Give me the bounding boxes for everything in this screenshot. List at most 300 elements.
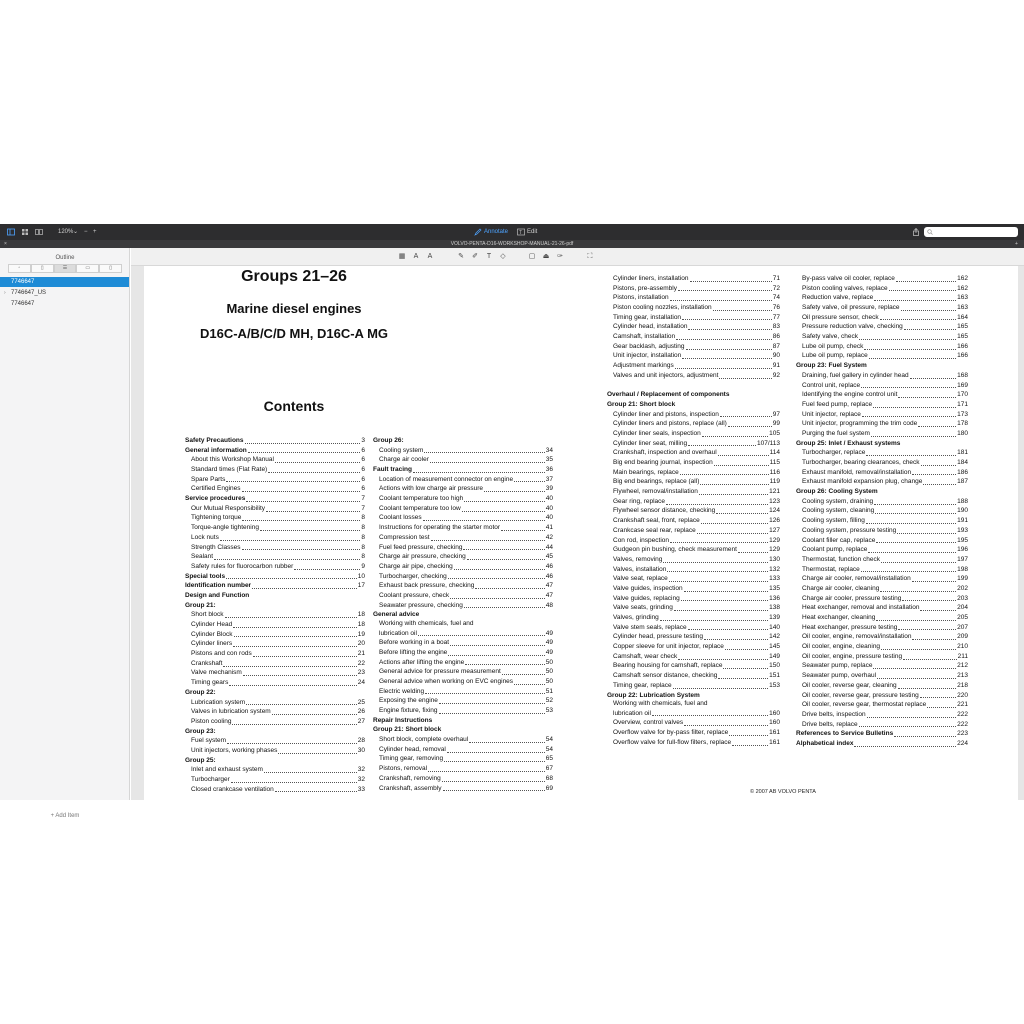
toc-leader-dots [225,617,357,618]
toc-entry[interactable] [796,284,968,294]
toc-entry[interactable] [185,514,365,524]
toc-entry[interactable] [607,671,780,681]
toc-entry-title: Valves, removing [613,555,663,563]
toc-entry[interactable] [607,303,780,313]
toc-entry[interactable] [796,477,968,487]
toc-entry[interactable] [796,594,968,604]
toc-entry[interactable] [796,448,968,458]
crop-icon[interactable]: ⛶ [587,253,593,260]
toc-entry[interactable] [796,623,968,633]
toc-entry[interactable] [796,410,968,420]
toc-entry[interactable] [796,691,968,701]
toc-entry[interactable] [373,735,553,745]
toc-entry[interactable] [607,555,780,565]
toc-page-number: 213 [957,672,968,680]
toc-entry[interactable] [796,574,968,584]
zoom-out-button[interactable]: − [84,229,88,235]
toc-entry[interactable] [796,729,968,739]
toc-entry[interactable] [607,468,780,478]
toc-entry[interactable] [607,371,780,381]
highlighter-icon[interactable]: ✐ [472,253,478,260]
outline-item-label: 7746647_US [11,290,47,296]
toc-entry[interactable] [373,725,553,735]
zoom-in-button[interactable]: + [93,229,97,235]
signature-icon[interactable]: ✑ [557,253,563,260]
toc-entry[interactable] [607,458,780,468]
toc-entry[interactable] [796,710,968,720]
toc-entry[interactable] [796,739,968,749]
outline-mode-icon[interactable]: ☰ [54,264,77,273]
toc-entry[interactable] [185,669,365,679]
toc-leader-dots [901,310,957,311]
zoom-dropdown-chevron-icon[interactable]: ⌄ [73,229,79,235]
toc-entry[interactable] [796,613,968,623]
toc-entry[interactable] [796,565,968,575]
toc-entry-title: Cooling system [379,446,424,454]
toc-entry-title: Piston cooling [191,717,232,725]
toc-entry-title: Lube oil pump, check [802,342,864,350]
toc-entry[interactable] [607,477,780,487]
toc-entry[interactable] [607,313,780,323]
toc-entry[interactable] [607,632,780,642]
toc-entry[interactable] [796,555,968,565]
toc-page-number: 164 [957,313,968,321]
toc-entry[interactable] [373,610,553,620]
toc-entry-title: Pistons, removal [379,765,428,773]
toc-leader-dots [920,697,956,698]
toc-entry[interactable] [373,475,553,485]
toc-entry[interactable] [185,543,365,553]
toc-leader-dots [425,693,545,694]
toc-leader-dots [450,645,545,646]
toc-page-number: 35 [545,456,553,464]
toc-page-number: 124 [769,507,780,515]
toc-entry[interactable] [373,667,553,677]
toc-entry[interactable] [373,572,553,582]
text-style-icon[interactable]: A [413,253,419,260]
toc-entry[interactable] [373,687,553,697]
toc-entry[interactable] [796,516,968,526]
toc-page-number: 162 [957,274,968,282]
toc-leader-dots [226,578,357,579]
zoom-level[interactable]: 120% [58,229,74,235]
edit-text-icon[interactable] [517,228,525,236]
toc-entry[interactable] [607,361,780,371]
toc-entry[interactable] [796,322,968,332]
toc-entry[interactable] [185,727,365,737]
toc-entry[interactable] [373,764,553,774]
pen-icon[interactable]: ✎ [458,253,464,260]
toc-entry[interactable] [607,322,780,332]
toc-entry[interactable] [796,390,968,400]
toc-entry[interactable] [373,620,553,629]
toc-entry[interactable] [607,526,780,536]
toc-entry[interactable] [607,603,780,613]
toc-entry[interactable] [185,601,365,611]
toc-entry-title: Exhaust back pressure, checking [379,582,475,590]
toc-entry[interactable] [607,332,780,342]
toc-entry[interactable] [185,504,365,514]
toc-entry[interactable] [185,765,365,775]
toc-page-number: 18 [357,621,365,629]
toc-page-number: 163 [957,304,968,312]
toc-entry[interactable] [185,707,365,717]
search-input[interactable] [924,227,1018,237]
two-page-view-icon[interactable] [35,228,43,236]
toc-entry[interactable] [185,581,365,591]
toc-entry-title: Copper sleeve for unit injector, replace [613,643,724,651]
toc-entry[interactable] [796,332,968,342]
note-icon[interactable]: ▢ [528,253,536,260]
toc-entry[interactable] [373,755,553,765]
annotations-mode-icon[interactable]: ▭ [76,264,99,273]
toc-entry[interactable] [373,745,553,755]
toc-entry[interactable] [607,274,780,284]
toc-entry[interactable] [796,313,968,323]
toc-leader-dots [910,378,957,379]
toc-leader-dots [684,725,768,726]
toc-leader-dots [867,717,957,718]
close-tab-icon[interactable]: × [4,241,7,247]
toc-entry[interactable] [796,497,968,507]
toc-entry[interactable] [373,446,553,456]
toc-page-number: 186 [957,468,968,476]
bookmarks-mode-icon[interactable]: ▯ [99,264,122,273]
toc-entry[interactable] [796,468,968,478]
toc-entry[interactable] [607,652,780,662]
toc-entry[interactable] [796,458,968,468]
toc-leader-dots [704,639,768,640]
annotate-mode-button[interactable]: Annotate [484,229,509,235]
toc-leader-dots [444,761,545,762]
grid-view-icon[interactable] [21,228,29,236]
toc-page-number: 40 [545,514,553,522]
toc-entry[interactable] [796,487,968,497]
toc-page-number: 40 [545,495,553,503]
toc-entry-title: Purging the fuel system [802,429,870,437]
toc-entry[interactable] [185,698,365,708]
toc-entry-title: Crankshaft seal, front, replace [613,517,700,525]
toc-entry[interactable] [185,591,365,601]
toc-entry[interactable] [607,293,780,303]
toc-entry-title: Camshaft sensor distance, checking [613,672,718,680]
toc-entry-title: Crankshaft, removing [379,774,441,782]
toc-entry[interactable] [373,504,553,514]
toc-entry[interactable] [373,706,553,716]
toc-entry[interactable] [607,516,780,526]
toc-entry[interactable] [185,639,365,649]
toc-entry[interactable] [607,565,780,575]
toc-entry[interactable] [607,594,780,604]
sidebar-title: Outline [55,255,75,261]
toc-entry[interactable] [796,671,968,681]
text-size-icon[interactable]: A [427,253,433,260]
toc-entry[interactable] [373,629,553,639]
toc-entry-title: Pistons, installation [613,294,669,302]
toc-leader-dots [469,742,545,743]
toc-entry[interactable] [607,700,780,709]
toc-entry-title: Instructions for operating the starter motor [379,524,501,532]
annotate-pen-icon[interactable] [474,228,482,236]
toc-entry[interactable] [373,784,553,794]
edit-mode-button[interactable]: Edit [527,229,538,235]
toc-entry[interactable] [607,429,780,439]
toc-entry[interactable] [373,696,553,706]
toc-entry[interactable] [373,552,553,562]
toc-entry[interactable] [185,446,365,456]
toc-entry[interactable] [185,678,365,688]
toc-entry[interactable] [185,523,365,533]
toc-entry[interactable] [185,484,365,494]
add-item-button[interactable]: + Add Item [50,813,80,819]
toc-entry[interactable] [796,342,968,352]
toc-entry[interactable] [185,562,365,572]
toc-page-number: 168 [957,371,968,379]
toc-entry[interactable] [607,352,780,362]
toc-entry[interactable] [373,523,553,533]
toc-entry[interactable] [373,591,553,601]
toc-leader-dots [873,668,956,669]
toc-leader-dots [430,462,545,463]
toc-page-number: 165 [957,333,968,341]
shapes-icon[interactable]: ◇ [500,253,506,260]
stamp-icon[interactable]: ⏏ [542,253,550,260]
toc-entry[interactable] [185,756,365,766]
text-box-icon[interactable]: T [486,253,492,260]
toc-leader-dots [443,790,545,791]
toc-entry[interactable] [796,293,968,303]
toc-leader-dots [673,688,768,689]
toc-entry[interactable] [607,709,780,719]
toc-entry[interactable] [796,681,968,691]
toc-entry[interactable] [373,562,553,572]
toc-entry[interactable] [796,642,968,652]
toc-entry[interactable] [185,552,365,562]
toc-entry[interactable] [607,691,780,701]
toc-entry[interactable] [373,533,553,543]
toc-leader-dots [714,465,769,466]
outline-item[interactable] [0,299,129,309]
toc-entry[interactable] [185,746,365,756]
toc-entry[interactable] [373,716,553,726]
toc-entry-title: Piston cooling valves, replace [802,284,888,292]
toc-entry[interactable] [607,497,780,507]
toc-leader-dots [881,649,956,650]
toc-entry[interactable] [796,662,968,672]
toc-entry[interactable] [607,342,780,352]
toc-entry[interactable] [185,717,365,727]
outline-item[interactable] [0,288,129,298]
toc-entry-title: Timing gears [191,679,229,687]
new-tab-icon[interactable]: + [1015,241,1018,247]
toc-entry-title: Exhaust manifold, removal/installation [802,468,912,476]
toc-entry[interactable] [796,584,968,594]
toc-leader-dots [232,724,356,725]
toc-entry-title: Valves, installation [613,565,667,573]
toc-entry[interactable] [796,507,968,517]
toc-leader-dots [275,791,357,792]
toc-entry[interactable] [607,642,780,652]
toc-entry[interactable] [796,352,968,362]
toc-entry[interactable] [373,543,553,553]
toc-leader-dots [688,445,756,446]
toc-page-number: 180 [957,429,968,437]
toc-page-number: 166 [957,342,968,350]
outline-item[interactable] [0,277,129,287]
toc-entry[interactable] [607,728,780,738]
select-text-icon[interactable]: ▦ [398,253,406,260]
toc-entry[interactable] [607,623,780,633]
toc-entry[interactable] [607,487,780,497]
toc-entry-title: Timing gear, installation [613,313,682,321]
toc-entry[interactable] [373,514,553,524]
toc-entry[interactable] [185,736,365,746]
toc-entry-title: Cylinder liner and pistons, inspection [613,410,719,418]
toc-entry[interactable] [373,638,553,648]
toc-leader-dots [927,707,956,708]
toc-entry[interactable] [607,718,780,728]
toc-entry-title: Exposing the engine [379,697,438,705]
toc-entry-title: Our Mutual Responsibility [191,504,266,512]
toc-page-number: 47 [545,591,553,599]
expand-caret-icon[interactable]: › [4,290,6,296]
outline-item-label: 7746647 [11,301,35,307]
toc-entry[interactable] [373,465,553,475]
pages-mode-icon[interactable]: ▯ [31,264,54,273]
toc-entry[interactable] [373,436,553,446]
toc-page-number: 161 [769,738,780,746]
toc-entry[interactable] [185,659,365,669]
toc-entry-title: Identifying the engine control unit [802,391,898,399]
toc-page-number: 184 [957,459,968,467]
toc-page-number: 132 [769,565,780,573]
toc-entry[interactable] [607,284,780,294]
toc-entry[interactable] [796,652,968,662]
toc-leader-dots [682,319,772,320]
toc-entry[interactable] [607,584,780,594]
toc-entry[interactable] [373,494,553,504]
toc-entry[interactable] [185,533,365,543]
toc-entry[interactable] [185,775,365,785]
toc-entry[interactable] [373,648,553,658]
toc-entry[interactable] [373,774,553,784]
toc-entry[interactable] [796,371,968,381]
toc-entry[interactable] [373,658,553,668]
toc-entry-title: Group 26: Cooling System [796,488,878,496]
toc-entry[interactable] [185,785,365,795]
toc-entry[interactable] [607,507,780,517]
toc-entry[interactable] [796,303,968,313]
toc-leader-dots [264,772,357,773]
toc-entry[interactable] [796,603,968,613]
toc-entry[interactable] [796,400,968,410]
toc-entry[interactable] [607,574,780,584]
toc-entry[interactable] [796,429,968,439]
toc-entry[interactable] [796,361,968,371]
toc-entry-title: Unit injector, programming the trim code [802,420,918,428]
toc-entry-title: Standard times (Flat Rate) [191,466,268,474]
toc-leader-dots [874,504,956,505]
toc-entry[interactable] [185,688,365,698]
toc-entry[interactable] [185,455,365,465]
toc-entry[interactable] [373,677,553,687]
toc-entry-title: Flywheel, removal/installation [613,488,698,496]
toc-entry[interactable] [607,545,780,555]
document-tab-title[interactable]: VOLVO-PENTA-D16-WORKSHOP-MANUAL-21-26-pdf [450,241,574,247]
toc-entry-title: Pressure reduction valve, checking [802,323,903,331]
toc-entry-title: References to Service Bulletins [796,730,894,738]
toc-entry[interactable] [185,494,365,504]
toc-entry-title: Unit injectors, working phases [191,746,278,754]
toc-entry-title: Heat exchanger, cleaning [802,614,876,622]
toc-entry-title: Tightening torque [191,514,242,522]
toc-entry[interactable] [607,613,780,623]
toc-entry-title: Con rod, inspection [613,536,670,544]
toc-entry[interactable] [373,601,553,611]
toc-entry-title: Fuel feed pump, replace [802,400,873,408]
toc-entry[interactable] [185,572,365,582]
toc-entry[interactable] [607,681,780,691]
toc-entry[interactable] [607,536,780,546]
toc-page-number: 6 [361,446,365,454]
toc-entry[interactable] [185,649,365,659]
toc-entry[interactable] [796,536,968,546]
toc-entry-title: Lock nuts [191,533,219,541]
toc-entry-title: Short block [191,611,224,619]
toc-entry[interactable] [607,400,780,410]
toc-entry[interactable] [796,439,968,449]
toc-entry[interactable] [185,630,365,640]
toc-entry[interactable] [796,381,968,391]
toc-entry[interactable] [796,700,968,710]
toc-entry[interactable] [796,526,968,536]
toc-entry-title: Group 21: [185,601,216,609]
toc-entry[interactable] [607,390,780,400]
toc-entry[interactable] [185,475,365,485]
share-icon[interactable] [912,228,920,236]
toc-leader-dots [245,443,361,444]
toc-entry[interactable] [796,274,968,284]
toc-entry-title: Drive belts, inspection [802,710,866,718]
toc-entry[interactable] [796,632,968,642]
toc-leader-dots [675,368,772,369]
toc-entry[interactable] [373,581,553,591]
toc-leader-dots [903,659,957,660]
toc-entry[interactable] [796,545,968,555]
toc-entry[interactable] [796,720,968,730]
thumbnails-mode-icon[interactable]: ▫ [8,264,31,273]
toc-entry[interactable] [607,662,780,672]
toc-entry[interactable] [796,419,968,429]
toc-entry[interactable] [607,738,780,748]
toc-entry[interactable] [185,436,365,446]
toc-entry[interactable] [185,610,365,620]
toc-page-number: 46 [545,572,553,580]
toc-entry[interactable] [607,448,780,458]
toc-page-number: 218 [957,681,968,689]
toc-page-number: 53 [545,707,553,715]
toc-entry-title: Thermostat, replace [802,565,860,573]
toc-entry[interactable] [607,410,780,420]
toc-entry[interactable] [373,484,553,494]
toc-entry[interactable] [373,455,553,465]
toc-leader-dots [465,664,544,665]
toc-entry[interactable] [607,419,780,429]
sidebar-toggle-icon[interactable] [7,228,15,236]
toc-entry[interactable] [185,465,365,475]
toc-entry[interactable] [185,620,365,630]
toc-entry[interactable] [607,439,780,449]
